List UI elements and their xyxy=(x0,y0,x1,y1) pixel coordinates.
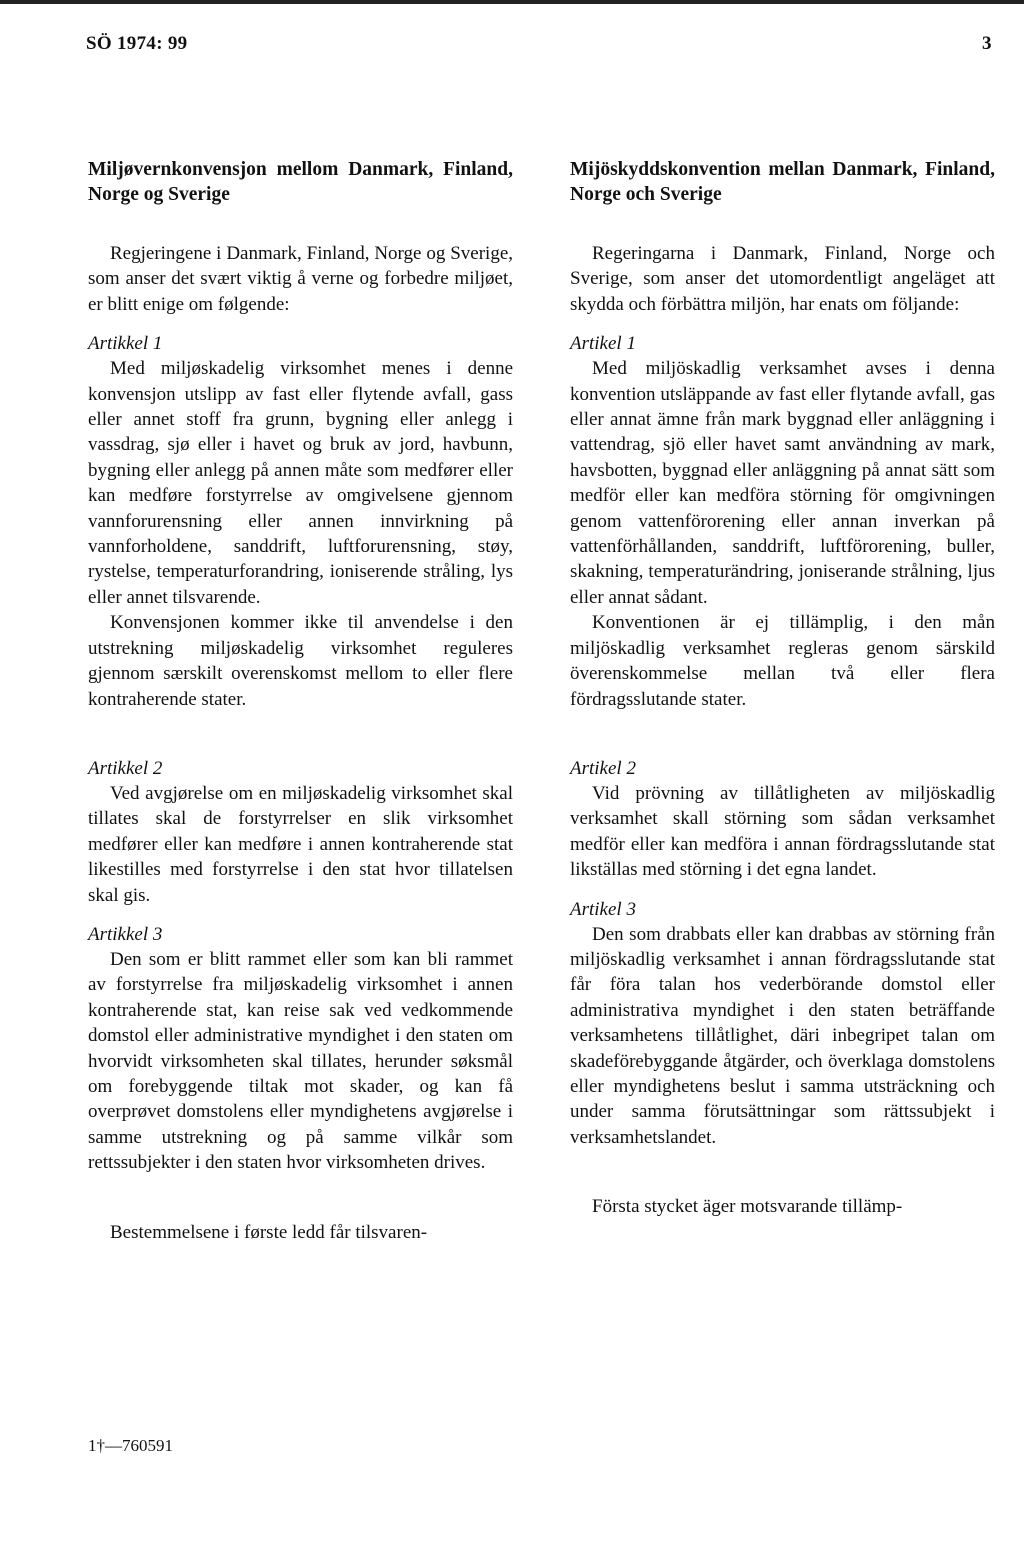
print-code: 1†—760591 xyxy=(88,1436,173,1455)
swedish-title: Mijöskyddskonvention mellan Danmark, Finland, Norge och Sverige xyxy=(570,159,995,205)
norwegian-article1-paragraph2: Konvensjonen kommer ikke til anvendelse i den utstrekning miljøskadelig virksomhet reguleres gjennom særskilt overenskomst mellom to eller flere kontraherende stater. xyxy=(88,612,513,710)
norwegian-article3-heading: Artikkel 3 xyxy=(88,923,163,945)
norwegian-article2-heading: Artikkel 2 xyxy=(88,757,163,779)
norwegian-article1-paragraph1: Med miljøskadelig virksomhet menes i denne konvensjon utslipp av fast eller flytende avfall, gass eller annet stoff fra grunn, bygning eller anlegg i vassdrag, sjø eller i havet og bruk av jord, havbunn, bygning eller anlegg på annen måte som medfører eller kan medføre forstyrrelse av omgivelsene gjennom vannforurensning eller annen innvirkning på vannforholdene, sanddrift, luftforurensning, støy, rystelse, temperaturforandring, ioniserende stråling, lys eller annet tilsvarende. xyxy=(88,358,513,608)
norwegian-article3-paragraph1: Den som er blitt rammet eller som kan bli rammet av forstyrrelse fra miljøskadelig virksomhet i annen kontraherende stat, kan reise sak ved vedkommende domstol eller administrative myndighet i den staten om hvorvidt virksomheten skal tillates, herunder søksmål om forebyggende tiltak mot skader, og kan få overprøvet domstolens eller myndighetens avgjørelse i samme utstrekning og på samme vilkår som rettssubjekter i den staten hvor virksomheten drives. xyxy=(88,948,513,1174)
publication-reference: SÖ 1974: 99 xyxy=(86,33,188,54)
norwegian-preamble: Regjeringene i Danmark, Finland, Norge og Sverige, som anser det svært viktig å verne og forbedre miljøet, er blitt enige om følgende: xyxy=(88,243,513,315)
swedish-article3-heading: Artikel 3 xyxy=(570,898,636,920)
swedish-column xyxy=(570,157,995,1220)
swedish-article1-paragraph2: Konventionen är ej tillämplig, i den mån miljöskadlig verksamhet regleras genom särskild överenskommelse mellan två eller flera fördragsslutande stater. xyxy=(570,612,995,710)
norwegian-title: Miljøvernkonvensjon mellom Danmark, Finland, Norge og Sverige xyxy=(88,159,513,205)
swedish-preamble: Regeringarna i Danmark, Finland, Norge och Sverige, som anser det utomordentligt angeläget att skydda och förbättra miljön, har enats om följande: xyxy=(570,243,995,315)
norwegian-article1-heading: Artikkel 1 xyxy=(88,333,163,355)
norwegian-article3-paragraph2: Bestemmelsene i første ledd får tilsvaren- xyxy=(110,1221,428,1243)
swedish-article1-paragraph1: Med miljöskadlig verksamhet avses i denna konvention utsläppande av fast eller flytande avfall, gas eller annat ämne från mark byggnad eller anläggning i vattendrag, sjö eller havet samt användning av mark, havsbotten, byggnad eller anläggning på annat sätt som medför eller kan medföra störning för omgivningen genom vattenförorening eller annan inverkan på vattenförhållanden, sanddrift, luftförorening, buller, skakning, temperaturändring, joniserande strålning, ljus eller annat sådant. xyxy=(570,358,995,608)
norwegian-column xyxy=(88,157,513,1245)
swedish-article2-paragraph1: Vid prövning av tillåtligheten av miljöskadlig verksamhet skall störning som sådan verksamhet medför eller kan medföra i annan fördragsslutande stat likställas med störning i det egna landet. xyxy=(570,782,995,881)
swedish-article2-heading: Artikel 2 xyxy=(570,757,636,779)
page-number: 3 xyxy=(982,33,992,54)
norwegian-article2-paragraph1: Ved avgjørelse om en miljøskadelig virksomhet skal tillates skal de forstyrrelser en slik virksomhet medfører eller kan medføre i annen kontraherende stat likestilles med forstyrrelse i den stat hvor tillatelsen skal gis. xyxy=(88,782,513,906)
swedish-article1-heading: Artikel 1 xyxy=(570,333,636,355)
scan-edge xyxy=(0,0,1024,4)
swedish-article3-paragraph1: Den som drabbats eller kan drabbas av störning från miljöskadlig verksamhet i annan fördragsslutande stat får föra talan hos vederbörande domstol eller administrativa myndighet i den staten beträffande verksamhetens tillåtlighet, däri inbegripet talan om skadeförebyggande åtgärder, och överklaga domstolens eller myndighetens beslut i samma utsträckning och under samma förutsättningar som rättssubjekt i verksamhetslandet. xyxy=(570,923,995,1148)
swedish-article3-paragraph2: Första stycket äger motsvarande tillämp- xyxy=(592,1196,903,1218)
